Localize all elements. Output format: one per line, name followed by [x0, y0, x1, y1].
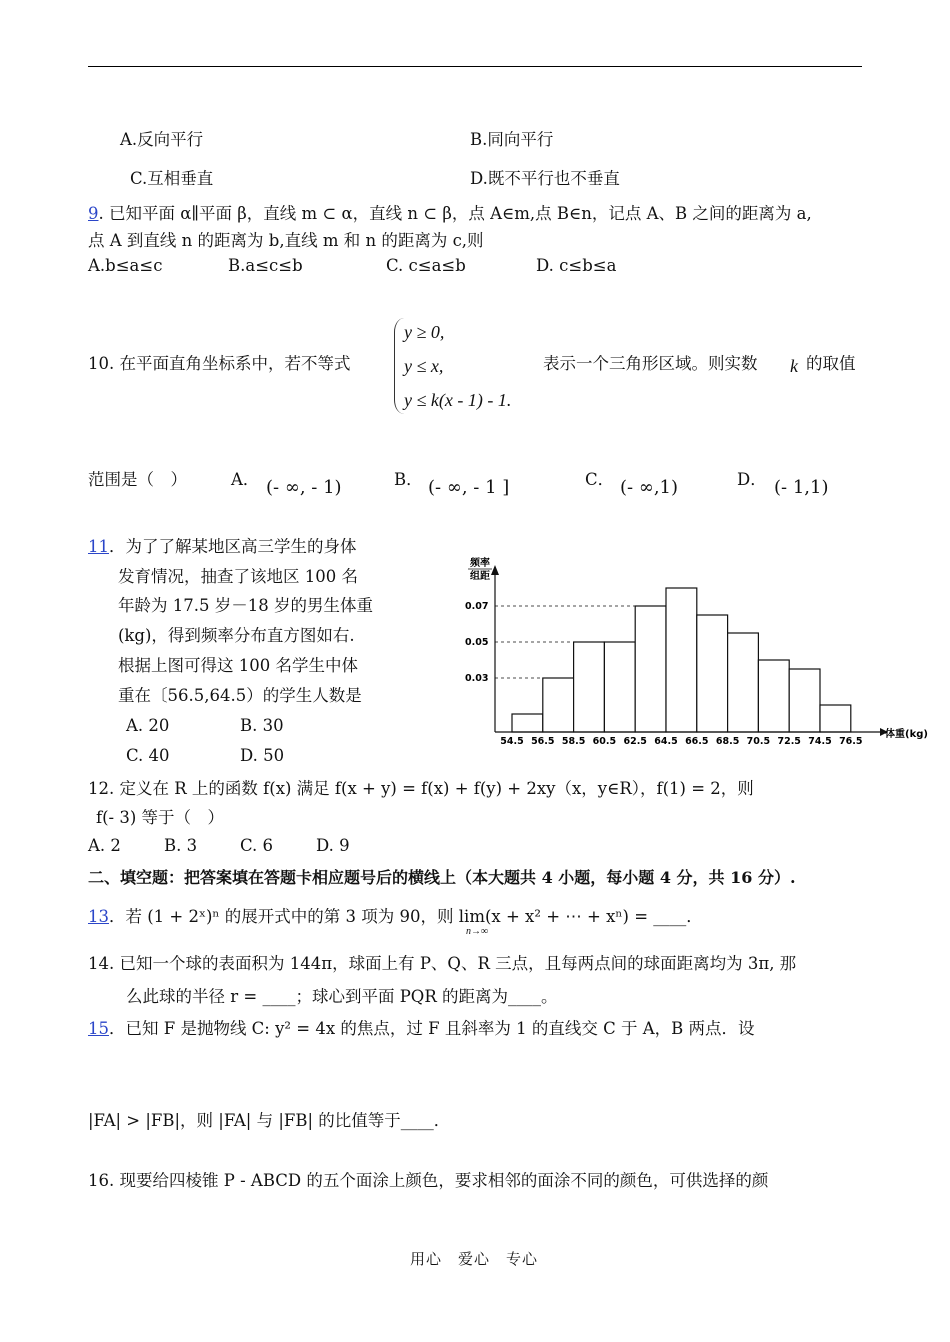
- variable-k: k: [790, 356, 798, 376]
- question-10-text-4: 范围是（ ）: [88, 470, 187, 489]
- section-2-heading: 二、填空题：把答案填在答题卡相应题号后的横线上（本大题共 4 小题，每小题 4 分，共 16 分）.: [88, 868, 796, 887]
- x-axis-label: 体重(kg): [885, 729, 928, 740]
- question-11-line-3: 年龄为 17.5 岁－18 岁的男生体重: [118, 596, 373, 615]
- page-footer: 用心 爱心 专心: [410, 1250, 539, 1268]
- histogram-bar: [604, 642, 635, 732]
- x-tick-label: 56.5: [531, 736, 555, 747]
- q10-option-d-value: (- 1,1): [774, 477, 829, 498]
- q10-option-b-label: B．: [394, 470, 423, 489]
- prev-option-b: B.同向平行: [470, 130, 554, 149]
- question-9-text: . 已知平面 α∥平面 β，直线 m ⊂ α，直线 n ⊂ β，点 A∈m,点 B∈n，记点 A、B 之间的距离为 a,: [98, 204, 812, 223]
- x-tick-label: 72.5: [777, 736, 801, 747]
- question-12-line-2: f(- 3) 等于（ ）: [96, 808, 225, 827]
- question-15-line-2: |FA| > |FB|，则 |FA| 与 |FB| 的比值等于____．: [88, 1111, 451, 1130]
- question-15-number[interactable]: 15: [88, 1019, 109, 1038]
- question-14-line-1: 14. 已知一个球的表面积为 144π，球面上有 P、Q、R 三点，且每两点间的球面距离均为 3π, 那: [88, 954, 797, 973]
- x-tick-label: 58.5: [561, 736, 586, 747]
- question-10-text-3: 的取值: [806, 354, 856, 373]
- question-11-number[interactable]: 11: [88, 537, 109, 556]
- histogram-bar: [697, 615, 728, 732]
- prev-option-d: D.既不平行也不垂直: [470, 169, 620, 188]
- question-11-line-1: ．为了了解某地区高三学生的身体: [109, 537, 357, 556]
- histogram-bar: [820, 705, 851, 732]
- histogram-bar: [574, 642, 605, 732]
- histogram-bar: [543, 678, 574, 732]
- q9-option-b: B.a≤c≤b: [228, 256, 303, 275]
- q9-option-a: A.b≤a≤c: [88, 256, 163, 275]
- histogram-bar: [758, 660, 789, 732]
- inequality-1: y ≥ 0,: [404, 322, 445, 342]
- histogram-bar: [635, 606, 666, 732]
- y-tick-label: 0.03: [465, 673, 489, 684]
- question-13: [88, 903, 703, 927]
- q12-option-d: D. 9: [316, 836, 350, 855]
- question-10-text-2: 表示一个三角形区域。则实数: [543, 354, 758, 373]
- question-14-line-2: 么此球的半径 r = ____；球心到平面 PQR 的距离为____。: [126, 987, 558, 1006]
- question-10-text: 10. 在平面直角坐标系中，若不等式: [88, 354, 351, 373]
- header-rule: [88, 66, 862, 67]
- q11-option-d: D. 50: [240, 746, 285, 765]
- q10-option-a-label: A．: [231, 470, 260, 489]
- q10-option-c-value: (- ∞,1): [620, 477, 679, 498]
- question-15-line-1: ．已知 F 是抛物线 C: y² = 4x 的焦点，过 F 且斜率为 1 的直线交 C 于 A，B 两点．设: [109, 1019, 755, 1038]
- y-label-top: 频率: [470, 558, 490, 569]
- q12-option-b: B. 3: [164, 836, 198, 855]
- q12-option-c: C. 6: [240, 836, 274, 855]
- histogram-bar: [728, 633, 759, 732]
- question-12-line-1: 12. 定义在 R 上的函数 f(x) 满足 f(x + y) = f(x) + f(y) + 2xy（x，y∈R），f(1) = 2，则: [88, 779, 754, 798]
- y-label-bottom: 组距: [470, 571, 490, 582]
- x-tick-label: 68.5: [715, 736, 740, 747]
- x-tick-label: 62.5: [623, 736, 647, 747]
- prev-option-a: A.反向平行: [120, 130, 204, 149]
- q9-option-d: D. c≤b≤a: [536, 256, 617, 275]
- question-13-number[interactable]: 13: [88, 907, 109, 926]
- histogram-bar: [789, 669, 820, 732]
- q10-option-c-label: C．: [585, 470, 615, 489]
- question-9-line2: 点 A 到直线 n 的距离为 b,直线 m 和 n 的距离为 c,则: [88, 231, 484, 250]
- question-11-line-6: 重在〔56.5,64.5）的学生人数是: [118, 686, 362, 705]
- histogram-bar: [666, 588, 697, 732]
- question-16-line-1: 16. 现要给四棱锥 P - ABCD 的五个面涂上颜色，要求相邻的面涂不同的颜色，可供选择的颜: [88, 1171, 769, 1190]
- q9-option-c: C. c≤a≤b: [386, 256, 466, 275]
- x-tick-label: 74.5: [808, 736, 832, 747]
- q11-option-a: A. 20: [126, 716, 170, 735]
- inequality-3: y ≤ k(x - 1) - 1.: [404, 390, 512, 410]
- q11-option-c: C. 40: [126, 746, 170, 765]
- histogram-chart: [460, 555, 940, 750]
- q10-option-a-value: (- ∞, - 1): [266, 477, 342, 498]
- x-tick-label: 60.5: [592, 736, 617, 747]
- question-15: [88, 1015, 754, 1039]
- inequality-2: y ≤ x,: [404, 356, 444, 376]
- limit-subscript: n→∞: [466, 926, 489, 937]
- question-13-text: ．若 (1 + 2ˣ)ⁿ 的展开式中的第 3 项为 90，则 lim(x + x² + ⋯ + xⁿ) = ____．: [109, 907, 703, 926]
- prev-option-c: C.互相垂直: [130, 169, 214, 188]
- x-tick-label: 54.5: [500, 736, 524, 747]
- y-tick-label: 0.07: [465, 601, 489, 612]
- question-11-line-5: 根据上图可得这 100 名学生中体: [118, 656, 358, 675]
- y-axis-arrow-icon: [491, 565, 499, 575]
- question-11-line-2: 发育情况，抽查了该地区 100 名: [118, 567, 358, 586]
- histogram-bar: [512, 714, 543, 732]
- q10-option-d-label: D．: [737, 470, 767, 489]
- x-tick-label: 76.5: [839, 736, 863, 747]
- q11-option-b: B. 30: [240, 716, 284, 735]
- question-11: [88, 533, 357, 557]
- question-9-number[interactable]: 9: [88, 204, 99, 223]
- x-tick-label: 70.5: [746, 736, 771, 747]
- x-tick-label: 64.5: [654, 736, 678, 747]
- y-tick-label: 0.05: [465, 637, 489, 648]
- question-11-line-4: (kg)，得到频率分布直方图如右.: [118, 626, 355, 645]
- question-9: [88, 200, 812, 224]
- q12-option-a: A. 2: [88, 836, 121, 855]
- x-tick-label: 66.5: [685, 736, 709, 747]
- q10-option-b-value: (- ∞, - 1 ]: [428, 477, 510, 498]
